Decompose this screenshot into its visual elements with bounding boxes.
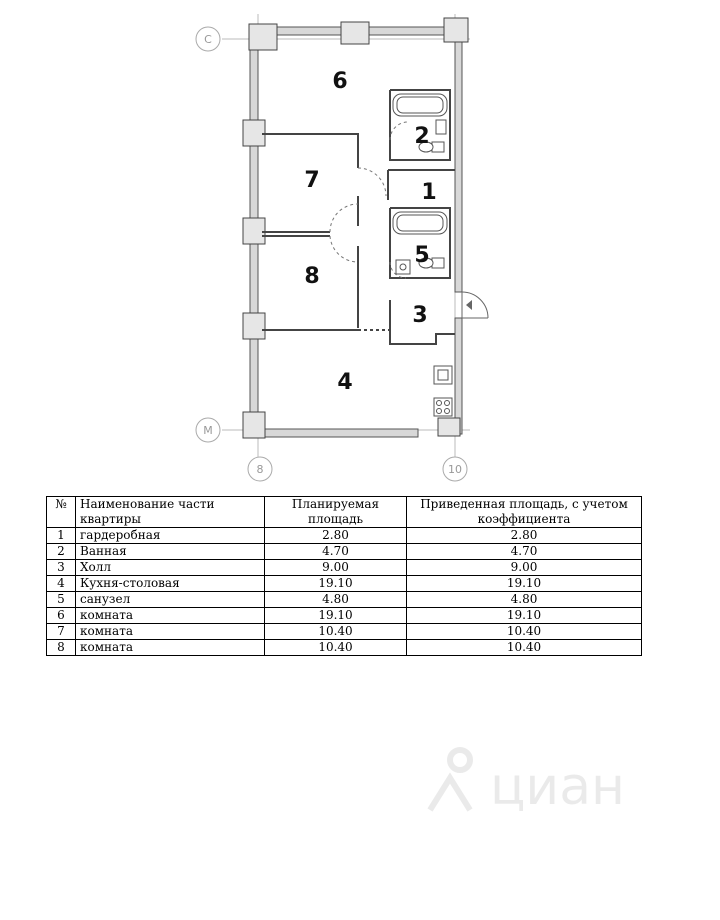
bathtub-room-5 (393, 212, 447, 234)
room-label-4: 4 (337, 370, 353, 395)
shower-room-5 (396, 260, 410, 274)
watermark-text: циан (490, 757, 626, 817)
axis-marker-8 (248, 457, 272, 481)
kitchen-sink (434, 366, 452, 384)
cell-area: 4.70 (265, 544, 407, 560)
room-label-7: 7 (304, 168, 320, 193)
table-row (47, 576, 642, 592)
cell-name: гардеробная (76, 528, 265, 544)
axis-marker-c (196, 27, 220, 51)
cell-name: комната (76, 624, 265, 640)
cell-area: 2.80 (265, 528, 407, 544)
cell-coef: 10.40 (407, 640, 642, 656)
sink-room-2 (436, 120, 446, 134)
cell-coef: 4.70 (407, 544, 642, 560)
entrance-door (462, 292, 488, 318)
cian-logo-icon (430, 750, 470, 810)
cell-name: Ванная (76, 544, 265, 560)
cell-name: комната (76, 608, 265, 624)
table-row (47, 624, 642, 640)
cian-watermark (420, 740, 630, 820)
table-body (47, 528, 642, 656)
header-area: Планируемая площадь (265, 497, 407, 528)
room-label-3: 3 (412, 303, 428, 328)
room-label-8: 8 (304, 264, 320, 289)
svg-text:10: 10 (448, 463, 462, 476)
cell-no: 7 (47, 624, 76, 640)
cell-name: комната (76, 640, 265, 656)
table-row (47, 608, 642, 624)
header-coef: Приведенная площадь, с учетом коэффициента (407, 497, 642, 528)
svg-text:C: C (204, 33, 212, 46)
cell-area: 19.10 (265, 576, 407, 592)
room-label-1: 1 (421, 180, 437, 205)
bathtub-room-2 (393, 94, 447, 116)
header-no: № (47, 497, 76, 528)
table-row (47, 544, 642, 560)
kitchen-stove (434, 398, 452, 416)
cell-name: санузел (76, 592, 265, 608)
cell-name: Холл (76, 560, 265, 576)
table-row (47, 560, 642, 576)
cell-no: 1 (47, 528, 76, 544)
svg-text:M: M (203, 424, 213, 437)
cell-coef: 4.80 (407, 592, 642, 608)
axis-marker-10 (443, 457, 467, 481)
cell-area: 9.00 (265, 560, 407, 576)
room-label-6: 6 (332, 69, 348, 94)
cell-name: Кухня-столовая (76, 576, 265, 592)
cell-coef: 19.10 (407, 576, 642, 592)
cell-no: 4 (47, 576, 76, 592)
axis-marker-m (196, 418, 220, 442)
table-row (47, 592, 642, 608)
cell-area: 4.80 (265, 592, 407, 608)
table-row (47, 528, 642, 544)
cell-area: 19.10 (265, 608, 407, 624)
room-label-2: 2 (414, 124, 430, 149)
table-header (47, 497, 642, 528)
cell-coef: 19.10 (407, 608, 642, 624)
cell-no: 8 (47, 640, 76, 656)
table-row (47, 640, 642, 656)
cell-no: 5 (47, 592, 76, 608)
header-name: Наименование части квартиры (76, 497, 265, 528)
cell-coef: 10.40 (407, 624, 642, 640)
door-swings (330, 122, 408, 278)
cell-coef: 9.00 (407, 560, 642, 576)
cell-coef: 2.80 (407, 528, 642, 544)
cell-no: 2 (47, 544, 76, 560)
cell-no: 6 (47, 608, 76, 624)
svg-text:8: 8 (256, 463, 264, 476)
room-area-table (46, 496, 642, 656)
room-label-5: 5 (414, 243, 430, 268)
cell-area: 10.40 (265, 640, 407, 656)
cell-area: 10.40 (265, 624, 407, 640)
cell-no: 3 (47, 560, 76, 576)
